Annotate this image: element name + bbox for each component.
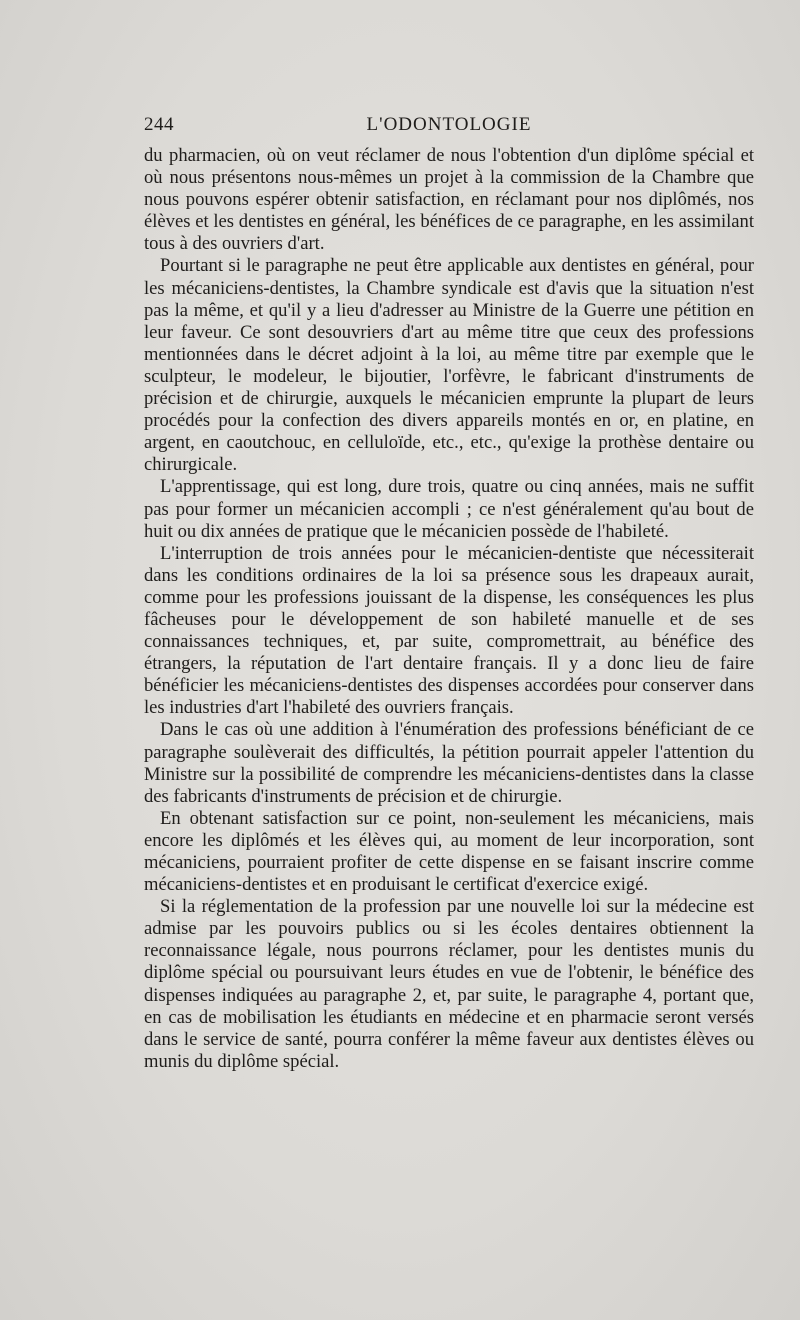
page-number: 244 (144, 114, 174, 135)
running-title: L'ODONTOLOGIE (366, 114, 532, 135)
running-header (144, 114, 754, 142)
body-text (144, 145, 754, 1073)
paragraph-7: Si la réglementation de la profession par une nouvelle loi sur la médecine est admise par les pouvoirs publics ou si les écoles dentaires obtiennent la reconnaissance légale, nous pourrons réclamer, pour les dentistes munis du diplôme spécial ou poursuivant leurs études en vue de l'obtenir, le bénéfice des dispenses indiquées au paragraphe 2, et, par suite, le paragraphe 4, portant que, en cas de mobilisation les étudiants en médecine et en pharmacie seront versés dans le service de santé, pourra conférer la même faveur aux dentistes élèves ou munis du diplôme spécial. (144, 896, 754, 1072)
paragraph-6: En obtenant satisfaction sur ce point, non-seulement les mécaniciens, mais encore les diplômés et les élèves qui, au moment de leur incorporation, sont mécaniciens, pourraient profiter de cette dispense en se faisant inscrire comme mécaniciens-dentistes et en produisant le certificat d'exercice exigé. (144, 807, 754, 896)
paragraph-2: Pourtant si le paragraphe ne peut être applicable aux dentistes en général, pour les mécaniciens-dentistes, la Chambre syndicale est d'avis que la situation n'est pas la même, et qu'il y a lieu d'adresser au Ministre de la Guerre une pétition en leur faveur. Ce sont desouvriers d'art au même titre que ceux des professions mentionnées dans le décret adjoint à la loi, au même titre par exemple que le sculpteur, le modeleur, le bijoutier, l'orfèvre, le fabricant d'instruments de précision et de chirurgie, auxquels le mécanicien emprunte la plupart de leurs procédés pour la confection des divers appareils montés en or, en platine, en argent, en caoutchouc, en celluloïde, etc., etc., qu'exige la prothèse dentaire ou chirurgicale. (144, 255, 754, 476)
paragraph-3: L'apprentissage, qui est long, dure trois, quatre ou cinq années, mais ne suffit pas pour former un mécanicien accompli ; ce n'est généralement qu'au bout de huit ou dix années de pratique que le mécanicien possède de l'habileté. (144, 476, 754, 542)
paragraph-5: Dans le cas où une addition à l'énumération des professions bénéficiant de ce paragraphe soulèverait des difficultés, la pétition pourrait appeler l'attention du Ministre sur la possibilité de comprendre les mécaniciens-dentistes dans la classe des fabricants d'instruments de précision et de chirurgie. (144, 719, 754, 807)
paragraph-4: L'interruption de trois années pour le mécanicien-dentiste que nécessiterait dans les conditions ordinaires de la loi sa présence sous les drapeaux aurait, comme pour les professions jouissant de la dispense, les conséquences les plus fâcheuses pour le développement de son habileté manuelle et de ses connaissances techniques, et, par suite, compromettrait, au bénéfice des étrangers, la réputation de l'art dentaire français. Il y a donc lieu de faire bénéficier les mécaniciens-dentistes des dispenses accordées pour conserver dans les industries d'art l'habileté des ouvriers français. (144, 542, 754, 719)
paragraph-1: du pharmacien, où on veut réclamer de nous l'obtention d'un diplôme spécial et où nous présentons nous-mêmes un projet à la commission de la Chambre que nous pouvons espérer obtenir satisfaction, en réclamant pour nos diplômés, nos élèves et les dentistes en général, les bénéfices de ce paragraphe, en les assimilant tous à des ouvriers d'art. (144, 145, 754, 255)
